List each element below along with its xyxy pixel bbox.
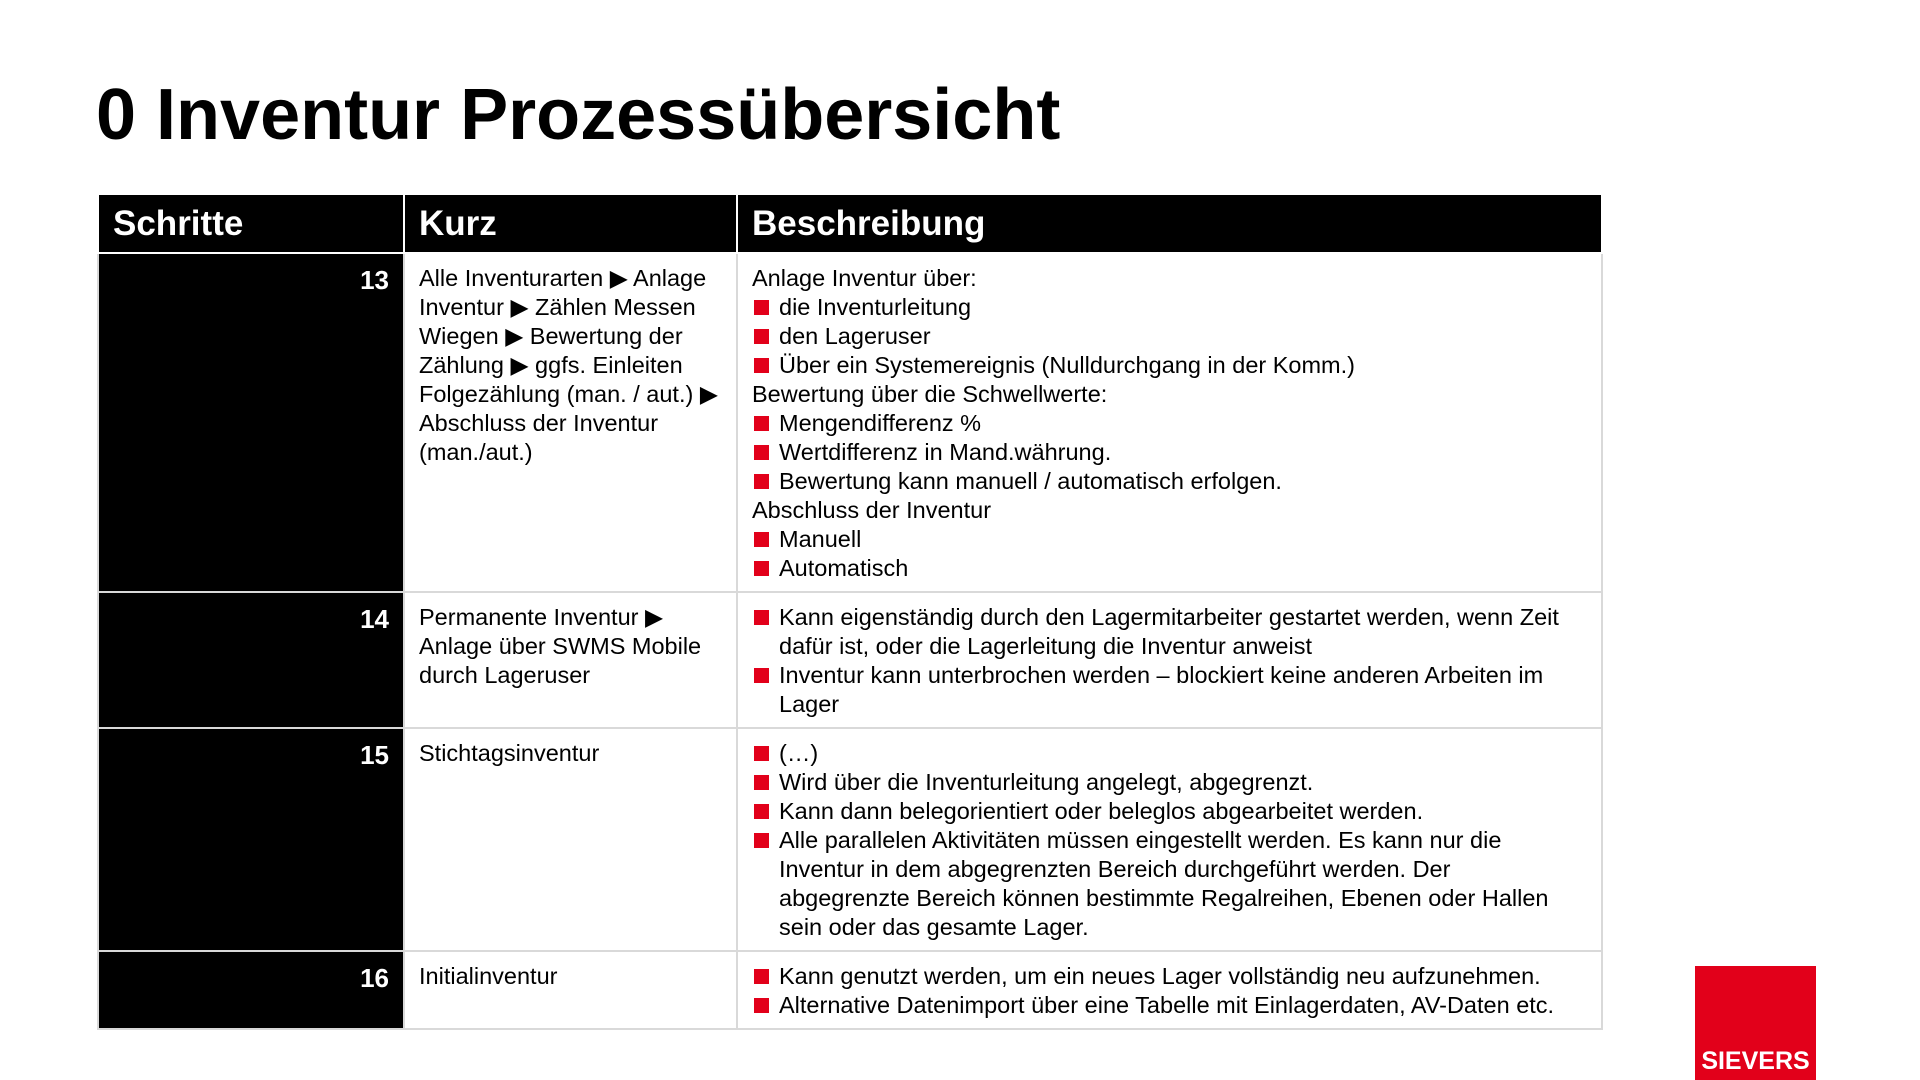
kurz-cell: Stichtagsinventur <box>404 728 737 951</box>
bullet-item <box>752 797 1587 826</box>
bullet-item <box>752 826 1587 942</box>
red-square-bullet-icon <box>754 804 769 819</box>
bullet-item <box>752 293 1587 322</box>
bullet-item <box>752 322 1587 351</box>
bullet-item <box>752 962 1587 991</box>
bullet-text: Manuell <box>779 526 862 552</box>
kurz-cell: Permanente Inventur ▶ Anlage über SWMS Mobile durch Lageruser <box>404 592 737 728</box>
red-square-bullet-icon <box>754 668 769 683</box>
kurz-cell: Alle Inventurarten ▶ Anlage Inventur ▶ Zählen Messen Wiegen ▶ Bewertung der Zählung ▶ ggfs. Einleiten Folgezählung (man. / aut.) ▶ Abschluss der Inventur (man./aut.) <box>404 253 737 592</box>
bullet-item <box>752 525 1587 554</box>
step-number: 14 <box>98 592 404 728</box>
red-square-bullet-icon <box>754 969 769 984</box>
header-schritte: Schritte <box>98 195 404 253</box>
beschreibung-cell <box>737 592 1602 728</box>
red-square-bullet-icon <box>754 998 769 1013</box>
bullet-text: (…) <box>779 740 819 766</box>
bullet-text: Automatisch <box>779 555 909 581</box>
bullet-item <box>752 768 1587 797</box>
slide-title: 0 Inventur Prozessübersicht <box>96 75 1061 155</box>
bullet-item <box>752 739 1587 768</box>
bullet-item <box>752 661 1587 719</box>
header-kurz: Kurz <box>404 195 737 253</box>
table-row <box>98 592 1602 728</box>
bullet-text: die Inventurleitung <box>779 294 972 320</box>
kurz-cell: Initialinventur <box>404 951 737 1029</box>
beschreibung-cell <box>737 951 1602 1029</box>
red-square-bullet-icon <box>754 416 769 431</box>
sievers-logo <box>1695 966 1816 1080</box>
bullet-text: Kann genutzt werden, um ein neues Lager vollständig neu aufzunehmen. <box>779 963 1541 989</box>
bullet-text: Wird über die Inventurleitung angelegt, abgegrenzt. <box>779 769 1314 795</box>
red-square-bullet-icon <box>754 775 769 790</box>
description-heading: Abschluss der Inventur <box>752 497 992 523</box>
red-square-bullet-icon <box>754 532 769 547</box>
red-square-bullet-icon <box>754 610 769 625</box>
beschreibung-cell <box>737 728 1602 951</box>
bullet-text: Kann dann belegorientiert oder beleglos abgearbeitet werden. <box>779 798 1424 824</box>
step-number: 16 <box>98 951 404 1029</box>
red-square-bullet-icon <box>754 746 769 761</box>
bullet-item <box>752 438 1587 467</box>
bullet-text: den Lageruser <box>779 323 931 349</box>
red-square-bullet-icon <box>754 300 769 315</box>
bullet-text: Alternative Datenimport über eine Tabelle mit Einlagerdaten, AV-Daten etc. <box>779 992 1555 1018</box>
beschreibung-cell <box>737 253 1602 592</box>
table-row <box>98 728 1602 951</box>
logo-text: SIEVERS <box>1701 1047 1810 1075</box>
bullet-item <box>752 554 1587 583</box>
bullet-text: Inventur kann unterbrochen werden – blockiert keine anderen Arbeiten im Lager <box>779 662 1544 717</box>
process-table <box>97 195 1603 1030</box>
description-heading: Bewertung über die Schwellwerte: <box>752 381 1108 407</box>
table-body <box>98 253 1602 1029</box>
bullet-item <box>752 409 1587 438</box>
bullet-item <box>752 991 1587 1020</box>
bullet-text: Alle parallelen Aktivitäten müssen eingestellt werden. Es kann nur die Inventur in dem abgegrenzten Bereich durchgeführt werden. Der abgegrenzte Bereich können bestimmte Regalreihen, Ebenen oder Hallen sein oder das gesamte Lager. <box>779 827 1549 940</box>
red-square-bullet-icon <box>754 358 769 373</box>
red-square-bullet-icon <box>754 561 769 576</box>
description-heading: Anlage Inventur über: <box>752 265 977 291</box>
table-header-row <box>98 195 1602 253</box>
header-beschreibung: Beschreibung <box>737 195 1602 253</box>
bullet-text: Über ein Systemereignis (Nulldurchgang in der Komm.) <box>779 352 1355 378</box>
bullet-item <box>752 351 1587 380</box>
bullet-text: Mengendifferenz % <box>779 410 982 436</box>
bullet-text: Kann eigenständig durch den Lagermitarbeiter gestartet werden, wenn Zeit dafür ist, oder die Lagerleitung die Inventur anweist <box>779 604 1559 659</box>
bullet-item <box>752 467 1587 496</box>
bullet-item <box>752 603 1587 661</box>
bullet-text: Bewertung kann manuell / automatisch erfolgen. <box>779 468 1282 494</box>
table-row <box>98 253 1602 592</box>
red-square-bullet-icon <box>754 833 769 848</box>
red-square-bullet-icon <box>754 329 769 344</box>
step-number: 13 <box>98 253 404 592</box>
red-square-bullet-icon <box>754 445 769 460</box>
step-number: 15 <box>98 728 404 951</box>
red-square-bullet-icon <box>754 474 769 489</box>
table-row <box>98 951 1602 1029</box>
bullet-text: Wertdifferenz in Mand.währung. <box>779 439 1112 465</box>
